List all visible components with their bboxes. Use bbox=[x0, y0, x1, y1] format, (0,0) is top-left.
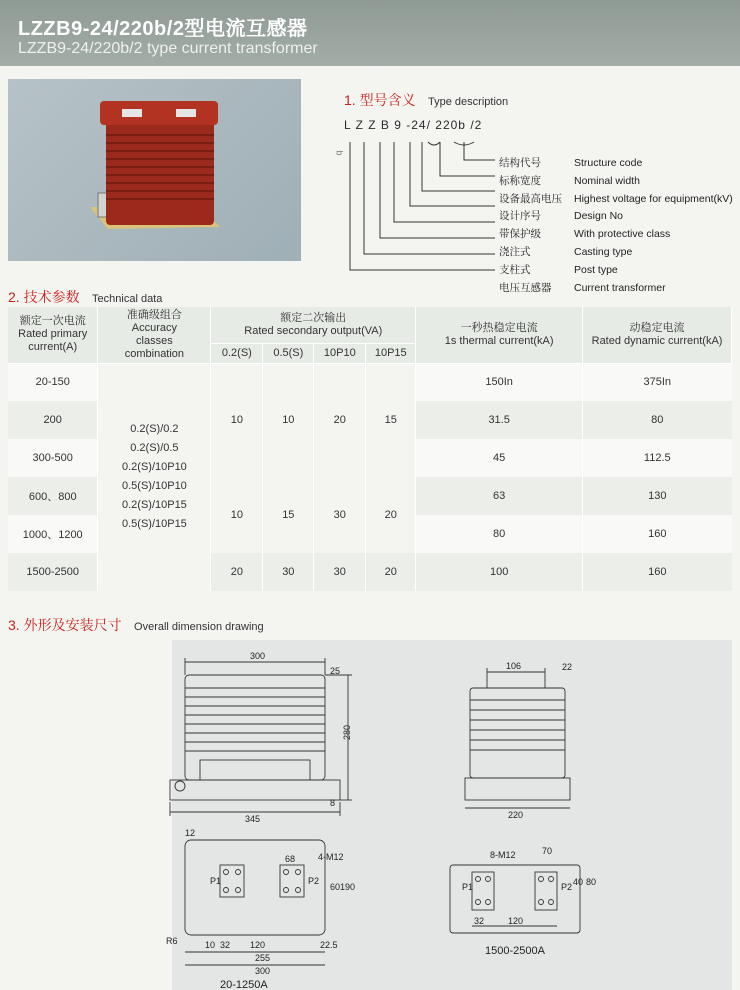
caption-1500-2500a: 1500-2500A bbox=[485, 945, 545, 957]
dim-106: 106 bbox=[506, 661, 522, 671]
front-view-terminal bbox=[175, 781, 185, 791]
front-view-body bbox=[185, 675, 325, 780]
dim-280: 280 bbox=[342, 724, 352, 740]
dynamic-current-header: 动稳定电流 Rated dynamic current(kA) bbox=[583, 307, 732, 363]
plate-label-p1: P1 bbox=[462, 882, 474, 892]
dim-60: 60 bbox=[330, 882, 341, 892]
dim-8: 8 bbox=[330, 798, 336, 808]
sub-header: 10P15 bbox=[366, 343, 416, 363]
dim-70: 70 bbox=[542, 846, 553, 856]
dim-255: 255 bbox=[255, 953, 271, 963]
thermal-current-header: 一秒热稳定电流 1s thermal current(kA) bbox=[416, 307, 583, 363]
page-title: LZZB9-24/220b/2型电流互感器 bbox=[18, 18, 308, 40]
output-cell: 10 bbox=[263, 363, 314, 477]
dim-190: 190 bbox=[340, 882, 356, 892]
plate-terminal-p2 bbox=[535, 872, 557, 910]
front-view-fins bbox=[185, 688, 325, 751]
technical-data-table bbox=[8, 307, 732, 591]
front-view-base bbox=[170, 780, 340, 800]
dynamic-cell: 130 bbox=[583, 477, 732, 515]
legend-row: 支柱式 Post type bbox=[499, 263, 618, 276]
output-cell: 20 bbox=[211, 553, 263, 591]
legend-row: 结构代号 Structure code bbox=[499, 157, 643, 169]
sub-header: 0.5(S) bbox=[263, 343, 314, 363]
thermal-cell: 31.5 bbox=[416, 401, 583, 439]
label-p1: P1 bbox=[210, 876, 222, 886]
dimension-drawing bbox=[160, 640, 740, 990]
dim-220: 220 bbox=[508, 810, 524, 820]
dim-22-5: 22.5 bbox=[320, 940, 338, 950]
technical-data-heading: 2. 技术参数 Technical data bbox=[8, 289, 163, 305]
output-cell: 15 bbox=[366, 363, 416, 477]
primary-cell: 200 bbox=[8, 401, 98, 439]
dynamic-cell: 80 bbox=[583, 401, 732, 439]
dim-68: 68 bbox=[285, 854, 296, 864]
thermal-cell: 100 bbox=[416, 553, 583, 591]
dynamic-cell: 160 bbox=[583, 553, 732, 591]
type-legend bbox=[499, 154, 733, 296]
side-view-base bbox=[465, 778, 570, 800]
sub-header: 0.2(S) bbox=[211, 343, 263, 363]
dim-4-m12: 4-M12 bbox=[318, 852, 344, 862]
dim-12: 12 bbox=[185, 828, 196, 838]
output-cell: 20 bbox=[366, 553, 416, 591]
plate-terminal-p1 bbox=[472, 872, 494, 910]
sub-header: 10P10 bbox=[314, 343, 366, 363]
dim-8-m12: 8-M12 bbox=[490, 850, 516, 860]
secondary-output-header: 额定二次输出 Rated secondary output(VA) bbox=[211, 307, 416, 343]
label-p2: P2 bbox=[308, 876, 320, 886]
primary-cell: 1500-2500 bbox=[8, 553, 98, 591]
dim-10: 10 bbox=[205, 940, 216, 950]
dim-plate-32: 32 bbox=[474, 916, 485, 926]
type-code: L Z Z B 9 -24/ 220b /2 bbox=[344, 118, 483, 132]
legend-row: 标称宽度 Nominal width bbox=[499, 174, 640, 187]
accuracy-cell: 0.2(S)/0.2 0.2(S)/0.5 0.2(S)/10P10 0.5(S)/10P10 0.2(S)/10P15 0.5(S)/10P15 bbox=[98, 363, 211, 591]
dimension-heading: 3. 外形及安装尺寸 Overall dimension drawing bbox=[8, 617, 264, 633]
dim-80: 80 bbox=[586, 877, 597, 887]
dim-300-bottom: 300 bbox=[255, 966, 271, 976]
thermal-cell: 150In bbox=[416, 363, 583, 401]
output-cell: 20 bbox=[314, 363, 366, 477]
type-description-heading: 1. 型号含义 Type description bbox=[344, 92, 509, 108]
legend-row: 设计序号 Design No bbox=[499, 210, 624, 223]
dynamic-cell: 112.5 bbox=[583, 439, 732, 477]
dim-345: 345 bbox=[245, 814, 261, 824]
legend-row: 电压互感器 Current transformer bbox=[499, 281, 666, 294]
accuracy-header: 准确级组合 Accuracy classes combination bbox=[98, 307, 211, 363]
terminal-p2 bbox=[280, 865, 304, 897]
output-cell: 10 bbox=[211, 363, 263, 477]
output-cell: 10 bbox=[211, 477, 263, 553]
dim-r6: R6 bbox=[166, 936, 178, 946]
primary-cell: 600、800 bbox=[8, 477, 98, 515]
legend-row: 浇注式 Casting type bbox=[499, 245, 633, 258]
dim-40: 40 bbox=[573, 877, 584, 887]
output-cell: 30 bbox=[314, 553, 366, 591]
dim-25: 25 bbox=[330, 666, 341, 676]
legend-row: 设备最高电压 Highest voltage for equipment(kV) bbox=[499, 192, 733, 205]
caption-20-1250a: 20-1250A bbox=[220, 979, 268, 990]
dim-32: 32 bbox=[220, 940, 231, 950]
dim-plate-120: 120 bbox=[508, 916, 524, 926]
type-code-bracket-lines bbox=[340, 130, 500, 280]
primary-current-header: 额定一次电流 Rated primary current(A) bbox=[8, 307, 98, 363]
thermal-cell: 63 bbox=[416, 477, 583, 515]
small-mark: b bbox=[334, 150, 345, 156]
plate-label-p2: P2 bbox=[561, 882, 573, 892]
dim-120: 120 bbox=[250, 940, 266, 950]
dim-300: 300 bbox=[250, 651, 266, 661]
primary-cell: 20-150 bbox=[8, 363, 98, 401]
primary-cell: 300-500 bbox=[8, 439, 98, 477]
thermal-cell: 80 bbox=[416, 515, 583, 553]
thermal-cell: 45 bbox=[416, 439, 583, 477]
table-row bbox=[8, 363, 732, 401]
product-photo bbox=[8, 79, 301, 261]
legend-row: 带保护级 With protective class bbox=[499, 228, 671, 241]
terminal-p1 bbox=[220, 865, 244, 897]
dynamic-cell: 375In bbox=[583, 363, 732, 401]
output-cell: 30 bbox=[263, 553, 314, 591]
dynamic-cell: 160 bbox=[583, 515, 732, 553]
page-subtitle: LZZB9-24/220b/2 type current transformer bbox=[18, 40, 318, 57]
output-cell: 30 bbox=[314, 477, 366, 553]
side-view-body bbox=[470, 688, 565, 778]
output-cell: 20 bbox=[366, 477, 416, 553]
primary-cell: 1000、1200 bbox=[8, 515, 98, 553]
output-cell: 15 bbox=[263, 477, 314, 553]
dim-22: 22 bbox=[562, 662, 573, 672]
